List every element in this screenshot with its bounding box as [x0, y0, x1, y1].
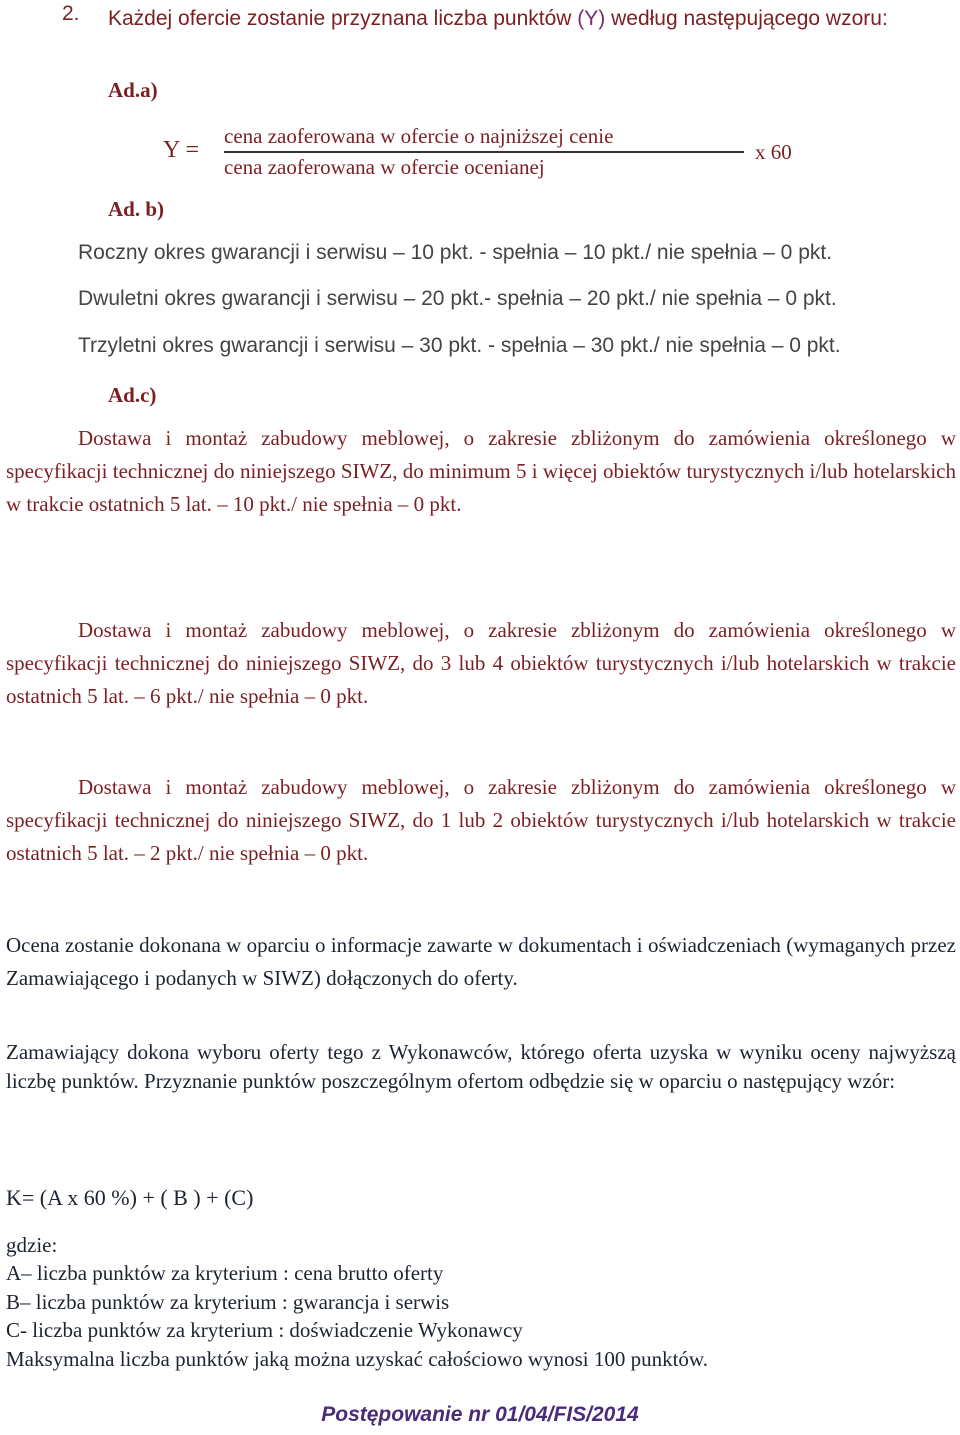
- criterion-2: Dwuletni okres gwarancji i serwisu – 20 pkt.- spełnia – 20 pkt./ nie spełnia – 0 pkt.: [78, 287, 837, 310]
- experience-paragraph-1-text: Dostawa i montaż zabudowy meblowej, o zakresie zbliżonym do zamówienia określonego w specyfikacji technicznej do niniejszego SIWZ, do minimum 5 i więcej obiektów turystycznych i/lub hotelarskich w trakcie ostatnich 5 lat. – 10 pkt./ nie spełnia – 0 pkt.: [6, 426, 956, 516]
- evaluation-paragraph: Ocena zostanie dokonana w oparciu o informacje zawarte w dokumentach i oświadczeniach (wymaganych przez Zamawiającego i podanych w SIWZ) dołączonych do oferty.: [6, 933, 956, 990]
- formula-lhs: Y =: [163, 137, 199, 163]
- experience-paragraph-2: [6, 614, 956, 713]
- legend-max-points: Maksymalna liczba punktów jaką można uzyskać całościowo wynosi 100 punktów.: [6, 1347, 708, 1371]
- criterion-3: Trzyletni okres gwarancji i serwisu – 30 pkt. - spełnia – 30 pkt./ nie spełnia – 0 pkt.: [78, 334, 841, 357]
- experience-paragraph-2-text: Dostawa i montaż zabudowy meblowej, o zakresie zbliżonym do zamówienia określonego w specyfikacji technicznej do niniejszego SIWZ, do 3 lub 4 obiektów turystycznych i/lub hotelarskich w trakcie ostatnich 5 lat. – 6 pkt./ nie spełnia – 0 pkt.: [6, 618, 956, 708]
- formula-numerator: cena zaoferowana w ofercie o najniższej cenie: [224, 124, 614, 148]
- formula-multiplier: x 60: [755, 140, 792, 164]
- criterion-1: Roczny okres gwarancji i serwisu – 10 pkt. - spełnia – 10 pkt./ nie spełnia – 0 pkt.: [78, 241, 833, 264]
- item-intro-text-2: według następującego wzoru:: [605, 7, 888, 30]
- legend-line-a: A– liczba punktów za kryterium : cena brutto oferty: [6, 1261, 444, 1285]
- experience-paragraph-3: [6, 771, 956, 870]
- experience-paragraph-3-text: Dostawa i montaż zabudowy meblowej, o zakresie zbliżonym do zamówienia określonego w specyfikacji technicznej do niniejszego SIWZ, do 1 lub 2 obiektów turystycznych i/lub hotelarskich w trakcie ostatnich 5 lat. – 2 pkt./ nie spełnia – 0 pkt.: [6, 775, 956, 865]
- experience-paragraph-1: [6, 422, 956, 521]
- item-intro-text-1: Każdej ofercie zostanie przyznana liczba punktów: [108, 7, 578, 30]
- selection-paragraph: Zamawiający dokona wyboru oferty tego z Wykonawców, którego oferta uzyska w wyniku oceny najwyższą liczbę punktów. Przyznanie punktów poszczególnym ofertom odbędzie się w oparciu o następujący wzór:: [6, 1040, 956, 1093]
- fraction-bar: [224, 151, 744, 153]
- legend-heading: gdzie:: [6, 1233, 58, 1257]
- ad-a-label: Ad.a): [108, 78, 158, 102]
- legend-line-b: B– liczba punktów za kryterium : gwarancja i serwis: [6, 1290, 450, 1314]
- formula-denominator: cena zaoferowana w ofercie ocenianej: [224, 155, 545, 179]
- footer-case-number: Postępowanie nr 01/04/FIS/2014: [321, 1403, 639, 1426]
- k-formula: K= (A x 60 %) + ( B ) + (C): [6, 1185, 254, 1210]
- legend-line-c: C- liczba punktów za kryterium : doświadczenie Wykonawcy: [6, 1318, 523, 1342]
- item-number: 2.: [62, 2, 80, 25]
- item-variable: (Y): [577, 7, 606, 30]
- ad-c-label: Ad.c): [108, 383, 157, 407]
- item-intro: [108, 2, 956, 36]
- ad-b-label: Ad. b): [108, 197, 165, 221]
